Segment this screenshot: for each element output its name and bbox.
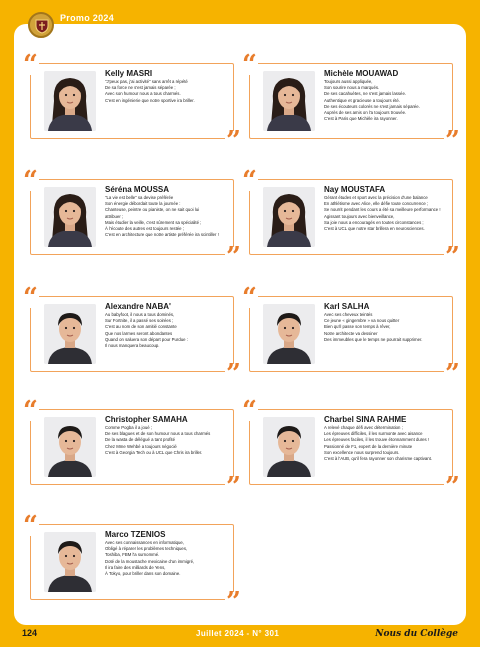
issue-label: Juillet 2024 - N° 301 xyxy=(196,629,280,638)
student-name: Séréna MOUSSA xyxy=(105,185,170,194)
open-quote-icon: “ xyxy=(242,50,257,80)
tribute-line: En athlétisme avec Alice, elle défie toute concurrence ; xyxy=(324,201,429,207)
tribute-line: Son excellence nous surprend toujours. xyxy=(324,449,400,455)
open-quote-icon: “ xyxy=(23,396,38,426)
student-tribute xyxy=(105,195,230,238)
tribute-line: Au babyfoot, il nous a tous dominés, xyxy=(105,312,175,317)
tribute-line: Son énergie débordait toute la journée : xyxy=(105,201,181,207)
student-photo xyxy=(263,417,315,477)
profile-card xyxy=(242,396,460,502)
student-tribute xyxy=(324,312,449,343)
tribute-line: "La vie est belle" sa devise préférée xyxy=(105,195,174,200)
tribute-line: C'est à l'AUB, qu'il fera rayonner son charisme captivant. xyxy=(324,456,433,462)
student-tribute xyxy=(105,540,230,577)
tribute-line: De la wasta de délégué a tant profité xyxy=(105,437,175,443)
open-quote-icon: “ xyxy=(242,283,257,313)
tribute-line: Auprès de ses amis on l'a toujours trouvée. xyxy=(324,110,407,116)
student-photo xyxy=(44,304,96,364)
tribute-line: Les épreuves faciles, il les trouve étonnamment dures ! xyxy=(324,437,430,443)
school-crest-icon xyxy=(28,12,54,38)
student-name: Christopher SAMAHA xyxy=(105,415,188,424)
tribute-line: Son sourire nous a marqués. xyxy=(324,85,380,91)
tribute-line: Chez Mme Wehbé a toujours négocié xyxy=(105,443,177,449)
tribute-line: C'est en architecture que notre artiste préférée ira scintiller ! xyxy=(105,232,219,238)
tribute-line: De ses cacahuètes, ne s'est jamais lassée. xyxy=(324,91,407,97)
tribute-line: Mais étudier la veille, c'est sûrement sa spécialité ; xyxy=(105,219,202,225)
profile-card xyxy=(242,166,460,272)
tribute-line: Il nous manquera beaucoup. xyxy=(105,343,160,349)
open-quote-icon: “ xyxy=(23,50,38,80)
profile-card xyxy=(23,511,241,617)
student-photo xyxy=(44,71,96,131)
tribute-line: Notre architecte va dessiner xyxy=(324,330,378,336)
tribute-line: À Tokyo, pour briller dans son domaine. xyxy=(105,571,181,577)
student-tribute xyxy=(105,312,230,349)
student-photo xyxy=(263,71,315,131)
tribute-line: Il ira faire des milliards de Yens, xyxy=(105,564,166,570)
tribute-line: Obligé à réparer les problèmes techniques, xyxy=(105,546,188,552)
profile-card xyxy=(23,50,241,156)
tribute-line: Des immeubles que le temps ne pourrait supprimer. xyxy=(324,336,423,342)
close-quote-icon: ” xyxy=(445,359,460,389)
tribute-line: Bien qu'il passe son temps à rêver, xyxy=(324,324,391,330)
tribute-line: Avec ses cheveux teintés xyxy=(324,312,373,317)
tribute-line: De ses blagues et de son humour nous a tous charmés xyxy=(105,431,211,437)
student-name: Marco TZENIOS xyxy=(105,530,166,539)
tribute-line: Comme Pogba il a joué ; xyxy=(105,425,153,430)
tribute-line: Se nourrit pendant les cours a été sa meilleure performance ! xyxy=(324,207,441,213)
promo-title: Promo 2024 xyxy=(60,13,115,23)
open-quote-icon: “ xyxy=(242,396,257,426)
student-photo xyxy=(44,187,96,247)
student-photo xyxy=(44,532,96,592)
student-tribute xyxy=(324,195,449,232)
open-quote-icon: “ xyxy=(23,283,38,313)
tribute-line: Ce jeune « gingembre » va nous quitter xyxy=(324,318,400,324)
close-quote-icon: ” xyxy=(445,472,460,502)
tribute-line: Passionné de F1, expert de la dernière minute xyxy=(324,443,413,449)
student-name: Michèle MOUAWAD xyxy=(324,69,399,78)
tribute-line: Sa joie nous a encouragés en toutes circonstances ; xyxy=(324,219,424,225)
student-name: Alexandre NABA' xyxy=(105,302,171,311)
magazine-title: Nous du Collège xyxy=(375,629,458,639)
tribute-line: Toujours aussi appliquée, xyxy=(324,79,373,84)
student-photo xyxy=(263,304,315,364)
tribute-line: Gérant études et sport avec la précision d'une balance xyxy=(324,195,428,200)
tribute-line: attribuer ; xyxy=(105,213,124,219)
close-quote-icon: ” xyxy=(445,242,460,272)
tribute-line: Agissant toujours avec bienveillance, xyxy=(324,213,395,219)
tribute-line: C'est au nom de son amitié constante xyxy=(105,324,177,330)
tribute-line: Les épreuves difficiles, il les surmonte avec aisance xyxy=(324,431,423,437)
page-number: 124 xyxy=(22,628,38,638)
tribute-line: "J'peux pas, j'ai activité" sans arrêt a répété xyxy=(105,79,188,84)
student-photo xyxy=(44,417,96,477)
profile-card xyxy=(23,166,241,272)
tribute-line: Avec ses connaissances en informatique, xyxy=(105,540,184,545)
open-quote-icon: “ xyxy=(23,511,38,541)
profile-card xyxy=(242,283,460,389)
open-quote-icon: “ xyxy=(242,166,257,196)
tribute-line: C'est en ingénierie que notre sportive ira briller. xyxy=(105,97,195,103)
profile-card xyxy=(242,50,460,156)
tribute-line: Avec son humour nous a tous charmés. xyxy=(105,91,181,97)
tribute-line: C'est à UCL que notre star brillera en neurosciences. xyxy=(324,226,425,232)
close-quote-icon: ” xyxy=(226,472,241,502)
student-name: Charbel SINA RAHME xyxy=(324,415,407,424)
student-tribute xyxy=(105,425,230,456)
tribute-line: C'est à Georgia Tech ou à UCL que Chris ira briller. xyxy=(105,449,203,455)
student-name: Kelly MASRI xyxy=(105,69,153,78)
tribute-line: Doté de la moustache mexicaine d'un immigré, xyxy=(105,558,195,564)
student-tribute xyxy=(324,79,449,122)
student-name: Karl SALHA xyxy=(324,302,370,311)
close-quote-icon: ” xyxy=(226,587,241,617)
profile-card xyxy=(23,396,241,502)
open-quote-icon: “ xyxy=(23,166,38,196)
tribute-line: C'est à Paris que Michèle ira rayonner. xyxy=(324,116,398,122)
tribute-line: À l'écoute des autres est toujours restée ; xyxy=(105,226,184,232)
student-tribute xyxy=(324,425,449,462)
tribute-line: Quand on saluera son départ pour Purdue : xyxy=(105,336,188,342)
tribute-line: Sur Fortnite, il a passé ses soirées ; xyxy=(105,318,174,324)
tribute-line: Authentique et gracieuse a toujours été. xyxy=(324,97,400,103)
close-quote-icon: ” xyxy=(445,126,460,156)
tribute-line: De sa force ne s'est jamais séparée ; xyxy=(105,85,176,91)
student-tribute xyxy=(105,79,230,104)
student-photo xyxy=(263,187,315,247)
student-name: Nay MOUSTAFA xyxy=(324,185,386,194)
tribute-line: A relevé chaque défi avec détermination ; xyxy=(324,425,403,430)
tribute-line: Que nos larmes seront abondantes xyxy=(105,330,173,336)
close-quote-icon: ” xyxy=(226,242,241,272)
tribute-line: Chanteuse, peintre ou pianiste, on ne sait quoi lui xyxy=(105,207,200,213)
profile-card xyxy=(23,283,241,389)
close-quote-icon: ” xyxy=(226,359,241,389)
close-quote-icon: ” xyxy=(226,126,241,156)
tribute-line: Toshiba, FBM l'a surnommé. xyxy=(105,552,160,558)
tribute-line: De ses écouteurs colorés ne s'est jamais séparée. xyxy=(324,103,420,109)
